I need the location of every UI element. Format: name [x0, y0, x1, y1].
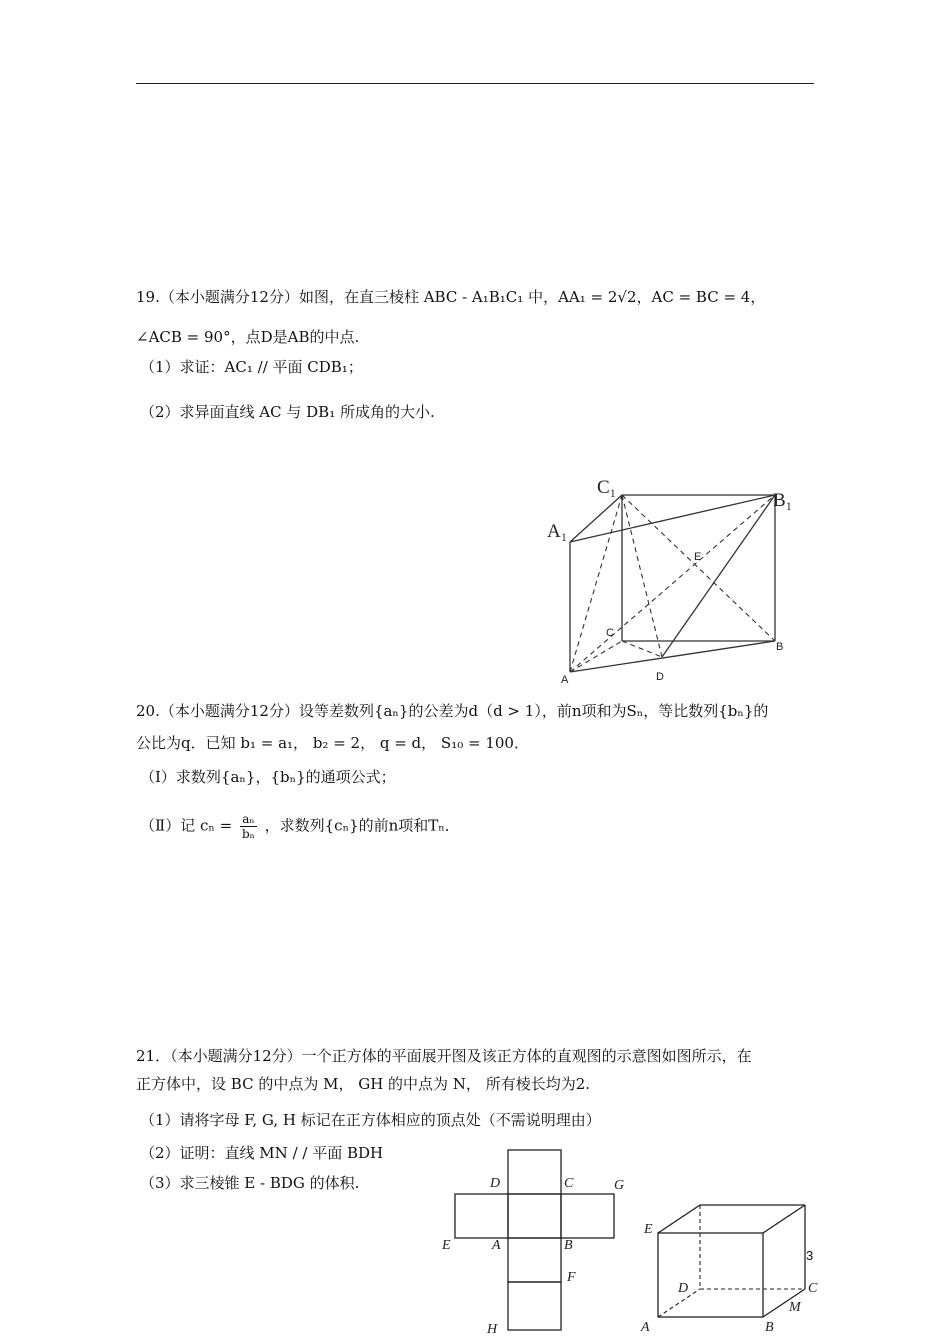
net-square-center — [508, 1194, 561, 1238]
edge-a1b1 — [570, 495, 775, 542]
dash-cd — [622, 641, 662, 657]
cube-edge-top-right — [763, 1205, 805, 1233]
q20-part1: （Ⅰ）求数列{aₙ}，{bₙ}的通项公式； — [140, 768, 396, 786]
header-rule — [136, 83, 814, 84]
net-label-b: B — [564, 1238, 573, 1253]
net-label-c: C — [564, 1176, 574, 1191]
net-square-bottom — [508, 1282, 561, 1330]
net-square-below — [508, 1238, 561, 1282]
q21-part2: （2）证明：直线 MN / / 平面 BDH — [140, 1144, 384, 1162]
q19-part1: （1）求证：AC₁ // 平面 CDB₁； — [140, 358, 363, 376]
q20-part2-suffix: ，求数列{cₙ}的前n项和Tₙ． — [264, 816, 460, 835]
label-c1: C₁ — [597, 477, 617, 498]
net-square-right — [561, 1194, 614, 1238]
cube-label-b: B — [765, 1320, 774, 1335]
cube-label-a: A — [641, 1320, 650, 1335]
net-label-d: D — [490, 1176, 501, 1191]
cube-net-figure — [440, 1145, 640, 1344]
q21-line2: 正方体中，设 BC 的中点为 M， GH 的中点为 N， 所有棱长均为2. — [136, 1075, 591, 1093]
label-a1: A₁ — [547, 521, 568, 542]
edge-a1c1 — [570, 495, 622, 542]
q21-part3: （3）求三棱锥 E - BDG 的体积. — [140, 1174, 360, 1192]
prism-figure — [540, 475, 800, 690]
label-b1: B₁ — [773, 490, 793, 511]
label-a: A — [561, 674, 569, 686]
cube-edge-top-left — [658, 1205, 700, 1233]
net-label-a: A — [492, 1238, 501, 1253]
q20-part2 — [140, 812, 460, 841]
page-number: 3 — [806, 1248, 814, 1263]
q21-part1: （1）请将字母 F, G, H 标记在正方体相应的顶点处（不需说明理由） — [140, 1111, 601, 1129]
q20-part2-prefix: （Ⅱ）记 cₙ = — [140, 816, 233, 835]
net-square-left — [455, 1194, 508, 1238]
cube-label-d: D — [678, 1281, 689, 1296]
q20-line2: 公比为q．已知 b₁ = a₁， b₂ = 2， q = d， S₁₀ = 100． — [136, 734, 529, 752]
net-label-f: F — [567, 1270, 576, 1285]
net-label-g: G — [614, 1178, 625, 1193]
q19-line1: 19.（本小题满分12分）如图，在直三棱柱 ABC - A₁B₁C₁ 中，AA₁ = 2√2，AC = BC = 4， — [136, 288, 766, 306]
cube-label-e: E — [644, 1222, 653, 1237]
label-d: D — [656, 671, 664, 683]
cube-label-c: C — [808, 1281, 818, 1296]
label-e: E — [694, 551, 702, 563]
edge-db1 — [662, 495, 775, 657]
label-b: B — [776, 641, 784, 653]
q20-line1: 20.（本小题满分12分）设等差数列{aₙ}的公差为d（d > 1），前n项和为Sₙ，等比数列{bₙ}的 — [136, 702, 769, 720]
q20-fraction — [240, 812, 257, 841]
net-label-e: E — [442, 1238, 451, 1253]
q21-line1: 21．（本小题满分12分）一个正方体的平面展开图及该正方体的直观图的示意图如图所示，在 — [136, 1047, 752, 1065]
dash-c1d — [622, 495, 662, 657]
dash-ac1 — [570, 495, 622, 672]
net-square-top — [508, 1150, 561, 1194]
q20-frac-den: bₙ — [241, 827, 255, 841]
label-c: C — [606, 627, 614, 639]
net-label-h: H — [487, 1322, 498, 1337]
cube-label-m: M — [789, 1300, 801, 1315]
cube-front-face — [658, 1233, 763, 1317]
q19-line2: ∠ACB = 90°，点D是AB的中点. — [136, 328, 360, 346]
q20-frac-num: aₙ — [240, 812, 257, 827]
dash-c1b — [622, 495, 775, 641]
q19-part2: （2）求异面直线 AC 与 DB₁ 所成角的大小. — [140, 403, 435, 421]
